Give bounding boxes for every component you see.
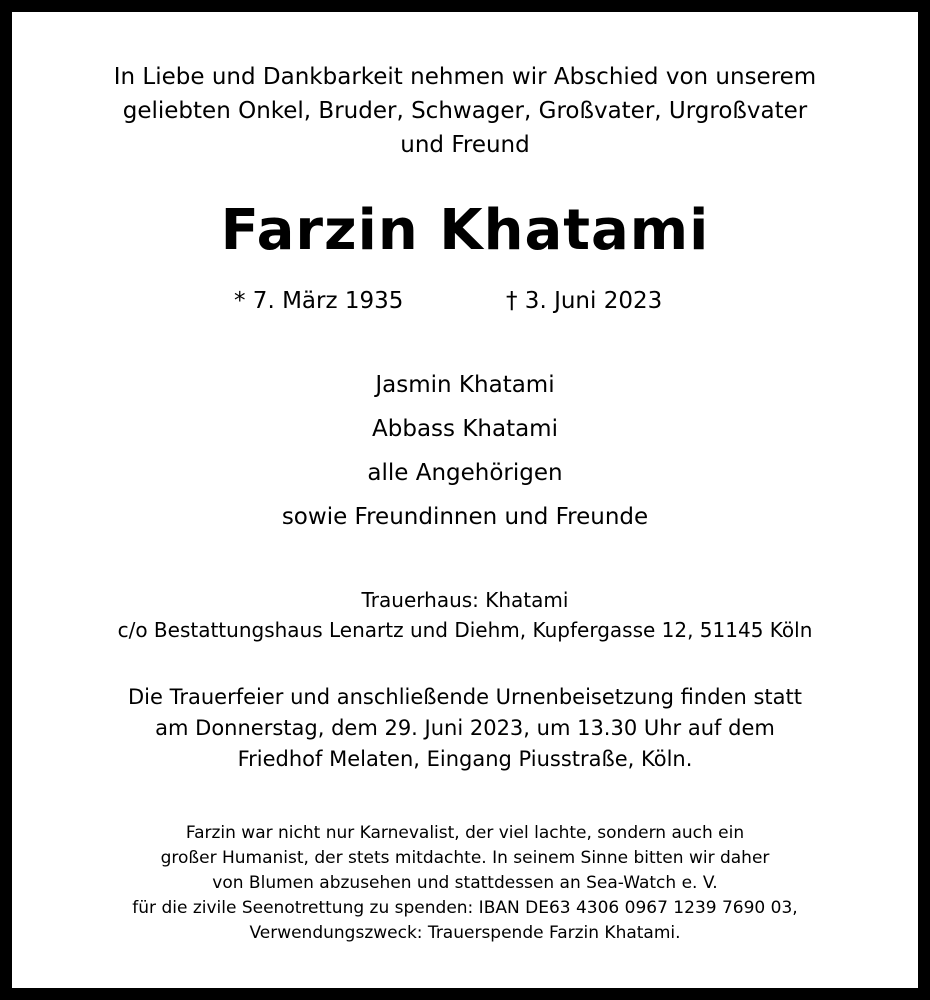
intro-line-2: geliebten Onkel, Bruder, Schwager, Großvater, Urgroßvater — [122, 98, 808, 124]
funeral-home-address: c/o Bestattungshaus Lenartz und Diehm, Kupfergasse 12, 51145 Köln — [117, 618, 813, 642]
note-line-1: Farzin war nicht nur Karnevalist, der viel lachte, sondern auch ein — [185, 823, 745, 843]
note-line-3: von Blumen abzusehen und stattdessen an Sea-Watch e. V. — [212, 873, 718, 893]
relative-line-1: Jasmin Khatami — [375, 372, 555, 398]
mourning-house: Trauerhaus: Khatami — [361, 588, 569, 612]
note-line-5: Verwendungszweck: Trauerspende Farzin Khatami. — [249, 923, 681, 943]
ceremony-line-3: Friedhof Melaten, Eingang Piusstraße, Köln. — [237, 747, 693, 771]
intro-line-3: und Freund — [400, 132, 530, 158]
note-line-4: für die zivile Seenotrettung zu spenden: IBAN DE63 4306 0967 1239 7690 03, — [132, 898, 798, 918]
relative-line-3: alle Angehörigen — [367, 460, 563, 486]
relative-line-4: sowie Freundinnen und Freunde — [281, 504, 649, 530]
death-date: † 3. Juni 2023 — [506, 288, 663, 314]
ceremony-line-2: am Donnerstag, dem 29. Juni 2023, um 13.30 Uhr auf dem — [155, 716, 775, 740]
note-line-2: großer Humanist, der stets mitdachte. In seinem Sinne bitten wir daher — [160, 848, 770, 868]
birth-date: * 7. März 1935 — [234, 288, 404, 314]
deceased-name: Farzin Khatami — [220, 198, 710, 263]
intro-line-1: In Liebe und Dankbarkeit nehmen wir Abschied von unserem — [113, 64, 817, 90]
relative-line-2: Abbass Khatami — [372, 416, 558, 442]
ceremony-line-1: Die Trauerfeier und anschließende Urnenbeisetzung finden statt — [128, 685, 802, 709]
